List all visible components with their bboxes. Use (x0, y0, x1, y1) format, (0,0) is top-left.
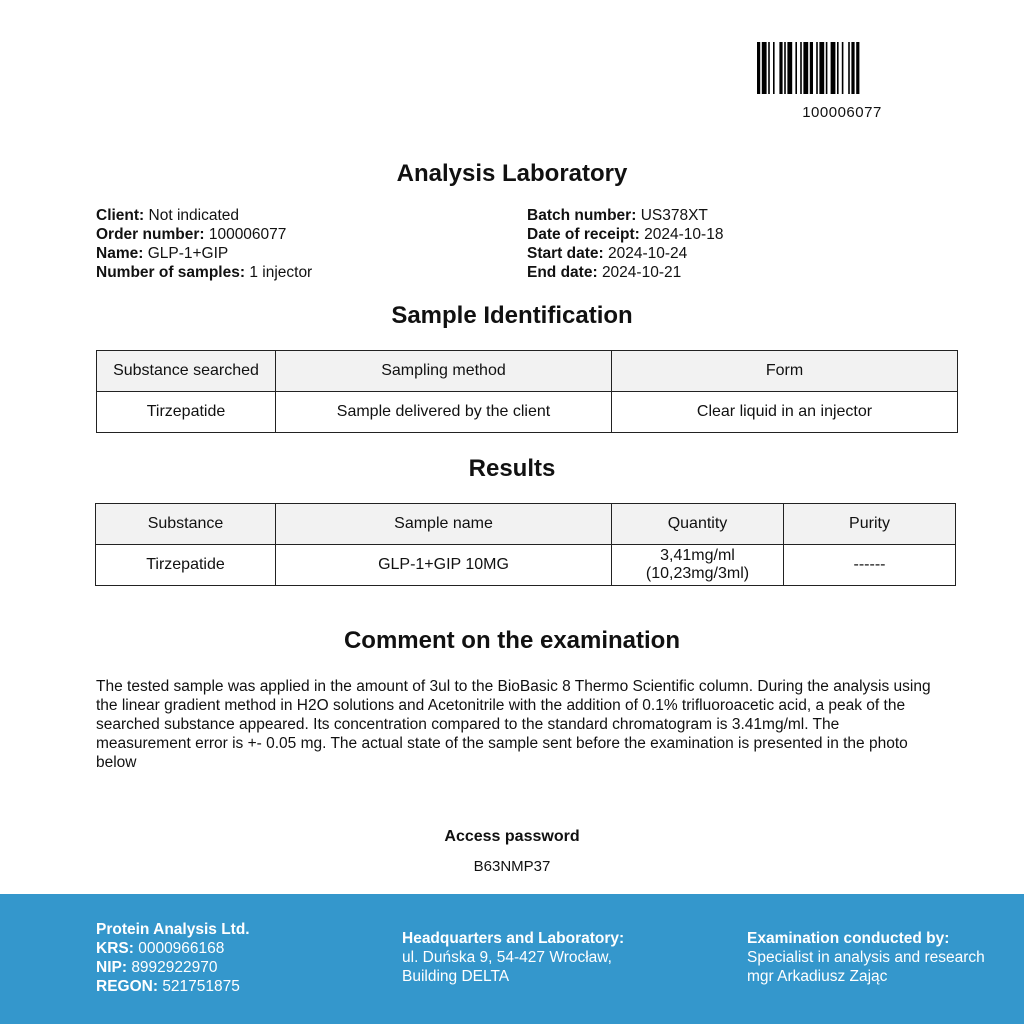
start-date-value: 2024-10-24 (607, 245, 688, 262)
table-header-row (97, 351, 958, 392)
examiner-line: mgr Arkadiusz Zając (747, 968, 888, 985)
quantity-line: 3,41mg/ml (660, 547, 735, 564)
table-cell: Tirzepatide (96, 545, 276, 586)
header-cell: Quantity (612, 504, 784, 545)
receipt-date-row (527, 225, 723, 244)
name-label: Name: (96, 245, 144, 262)
end-date-label: End date: (527, 264, 598, 281)
regon-label: REGON: (96, 978, 158, 995)
comment-text: The tested sample was applied in the amount of 3ul to the BioBasic 8 Thermo Scientific column. During the analysis using the linear gradient method in H2O solutions and Acetonitrile with the addition of 0.1% trifluoroacetic acid, a peak of the searched substance appeared. Its concentration compared to the standard chromatogram is 3.41mg/ml. The measurement error is +- 0.05 mg. The actual state of the sample sent before the examination is presented in the photo below (96, 678, 931, 771)
table-row (96, 545, 956, 586)
samples-value: 1 injector (249, 264, 313, 281)
hq-address-line: Building DELTA (402, 968, 510, 985)
table-row (97, 392, 958, 433)
info-left (96, 206, 312, 282)
examiner-title: Examination conducted by: (747, 930, 950, 947)
examiner-line: Specialist in analysis and research (747, 949, 985, 966)
barcode-number: 100006077 (802, 104, 882, 121)
company-name: Protein Analysis Ltd. (96, 921, 250, 938)
table-cell: Clear liquid in an injector (612, 392, 958, 433)
samples-label: Number of samples: (96, 264, 246, 281)
batch-row (527, 206, 723, 225)
table-cell: GLP-1+GIP 10MG (276, 545, 612, 586)
quantity-line: (10,23mg/3ml) (645, 565, 750, 582)
end-date-value: 2024-10-21 (601, 264, 682, 281)
sample-identification-table (96, 350, 958, 433)
end-date-row (527, 263, 723, 282)
footer-headquarters (402, 929, 624, 986)
receipt-date-value: 2024-10-18 (644, 226, 724, 243)
quantity-cell (612, 545, 784, 586)
name-row (96, 244, 312, 263)
comment-title: Comment on the examination (343, 627, 681, 654)
header-cell: Form (612, 351, 958, 392)
regon-value: 521751875 (162, 978, 240, 995)
order-number-row (96, 225, 312, 244)
table-cell: ------ (784, 545, 956, 586)
header-cell: Purity (784, 504, 956, 545)
batch-value: US378XT (640, 207, 708, 224)
krs-label: KRS: (96, 940, 134, 957)
table-cell: Tirzepatide (97, 392, 276, 433)
order-number-value: 100006077 (208, 226, 287, 243)
nip-value: 8992922970 (131, 959, 218, 976)
footer (0, 894, 1024, 1024)
access-password-value: B63NMP37 (473, 858, 551, 875)
header-cell: Sample name (276, 504, 612, 545)
footer-company (96, 920, 250, 996)
receipt-date-label: Date of receipt: (527, 226, 640, 243)
order-number-label: Order number: (96, 226, 205, 243)
table-header-row (96, 504, 956, 545)
client-label: Client: (96, 207, 145, 224)
nip-label: NIP: (96, 959, 127, 976)
batch-label: Batch number: (527, 207, 637, 224)
results-title: Results (468, 455, 556, 482)
client-value: Not indicated (148, 207, 240, 224)
krs-value: 0000966168 (138, 940, 225, 957)
page-title: Analysis Laboratory (396, 160, 628, 187)
hq-address-line: ul. Duńska 9, 54-427 Wrocław, (402, 949, 612, 966)
access-password-label: Access password (444, 828, 580, 845)
header-cell: Substance searched (97, 351, 276, 392)
table-cell: Sample delivered by the client (276, 392, 612, 433)
name-value: GLP-1+GIP (147, 245, 229, 262)
footer-examiner (747, 929, 985, 986)
hq-title: Headquarters and Laboratory: (402, 930, 625, 947)
samples-row (96, 263, 312, 282)
client-row (96, 206, 312, 225)
barcode-image (757, 42, 927, 94)
header-cell: Substance (96, 504, 276, 545)
start-date-row (527, 244, 723, 263)
start-date-label: Start date: (527, 245, 604, 262)
header-cell: Sampling method (276, 351, 612, 392)
info-right (527, 206, 723, 282)
sample-identification-title: Sample Identification (391, 302, 633, 329)
results-table (95, 503, 956, 586)
